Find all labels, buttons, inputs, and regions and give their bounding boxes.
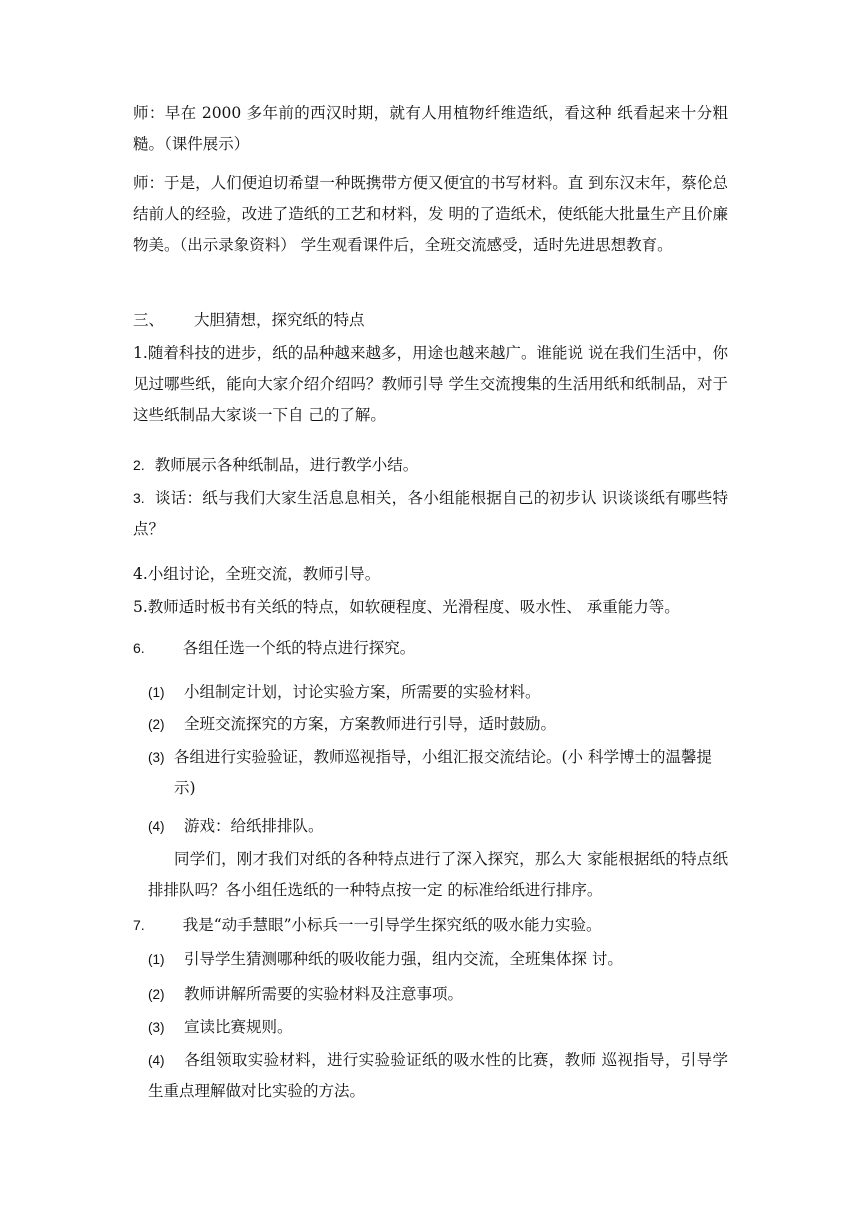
- item-text: 全班交流探究的方案，方案教师进行引导，适时鼓励。: [184, 715, 557, 733]
- item-text: 教师讲解所需要的实验材料及注意事项。: [184, 985, 464, 1003]
- item-text: 游戏：给纸排排队。: [184, 817, 324, 835]
- step-7-item: [148, 1013, 728, 1042]
- item-text: 引导学生猜测哪种纸的吸收能力强，组内交流，全班集体探 讨。: [184, 950, 623, 968]
- item-text: 宣读比赛规则。: [184, 1018, 293, 1036]
- step-2-number: 2.: [133, 457, 145, 473]
- step-7-item: [148, 945, 728, 974]
- item-marker: (3): [148, 1020, 165, 1035]
- item-text: 各组进行实验验证，教师巡视指导，小组汇报交流结论。(小 科学博士的温馨提示): [174, 748, 712, 797]
- section-number: 三、: [133, 311, 165, 329]
- section-heading-3: [133, 308, 365, 332]
- step-6-number: 6.: [133, 640, 145, 656]
- paragraph-intro: 师：早在 2000 多年前的西汉时期，就有人用植物纤维造纸，看这种 纸看起来十分粗糙。（课件展示）: [133, 104, 728, 153]
- step-6: [133, 636, 415, 660]
- step-5: 5.教师适时板书有关纸的特点，如软硬程度、光滑程度、吸水性、 承重能力等。: [133, 598, 680, 616]
- step-3-number: 3.: [133, 490, 145, 506]
- step-6-item: [148, 742, 728, 803]
- step-4: 4.小组讨论，全班交流，教师引导。: [133, 565, 381, 583]
- step-7-item: [148, 980, 728, 1009]
- step-7: [133, 913, 602, 937]
- step-6-note: 同学们，刚才我们对纸的各种特点进行了深入探究，那么大 家能根据纸的特点纸排排队吗？各小组任选纸的一种特点按一定 的标准给纸进行排序。: [148, 850, 728, 899]
- step-7-item: [148, 1045, 728, 1107]
- paragraph-cailun: 师：于是，人们便迫切希望一种既携带方便又便宜的书写材料。直 到东汉末年，蔡伦总结前人的经验，改进了造纸的工艺和材料，发 明的了造纸术，使纸能大批量生产且价廉物美。（出示录象资料） 学生观看课件后，全班交流感受，适时先进思想教育。: [133, 174, 728, 254]
- item-marker: (2): [148, 987, 165, 1002]
- section-title: 大胆猜想，探究纸的特点: [194, 311, 365, 329]
- step-3: [133, 483, 728, 545]
- item-marker: (2): [148, 717, 165, 732]
- item-marker: (1): [148, 685, 165, 700]
- step-7-text: 我是“动手慧眼”小标兵一一引导学生探究纸的吸水能力实验。: [182, 916, 602, 934]
- step-7-number: 7.: [133, 917, 145, 933]
- step-1: 1.随着科技的进步，纸的品种越来越多，用途也越来越广。谁能说 说在我们生活中，你见过哪些纸，能向大家介绍介绍吗？教师引导 学生交流搜集的生活用纸和纸制品，对于这些纸制品大家谈一下自 己的了解。: [133, 344, 728, 424]
- step-2-text: 教师展示各种纸制品，进行教学小结。: [154, 456, 419, 474]
- item-marker: (4): [148, 819, 165, 834]
- step-6-item: [148, 710, 728, 739]
- step-6-item: [148, 812, 728, 841]
- step-6-text: 各组任选一个纸的特点进行探究。: [182, 639, 416, 657]
- item-marker: (1): [148, 952, 165, 967]
- step-6-item: [148, 678, 728, 707]
- item-text: 小组制定计划，讨论实验方案，所需要的实验材料。: [184, 683, 541, 701]
- item-text: 各组领取实验材料，进行实验验证纸的吸水性的比赛，教师 巡视指导，引导学生重点理解做对比实验的方法。: [148, 1051, 728, 1100]
- item-marker: (4): [148, 1053, 165, 1068]
- step-3-text: 谈话：纸与我们大家生活息息相关，各小组能根据自己的初步认 识谈谈纸有哪些特点？: [133, 489, 728, 538]
- step-2: [133, 453, 418, 477]
- item-marker: (3): [148, 750, 165, 765]
